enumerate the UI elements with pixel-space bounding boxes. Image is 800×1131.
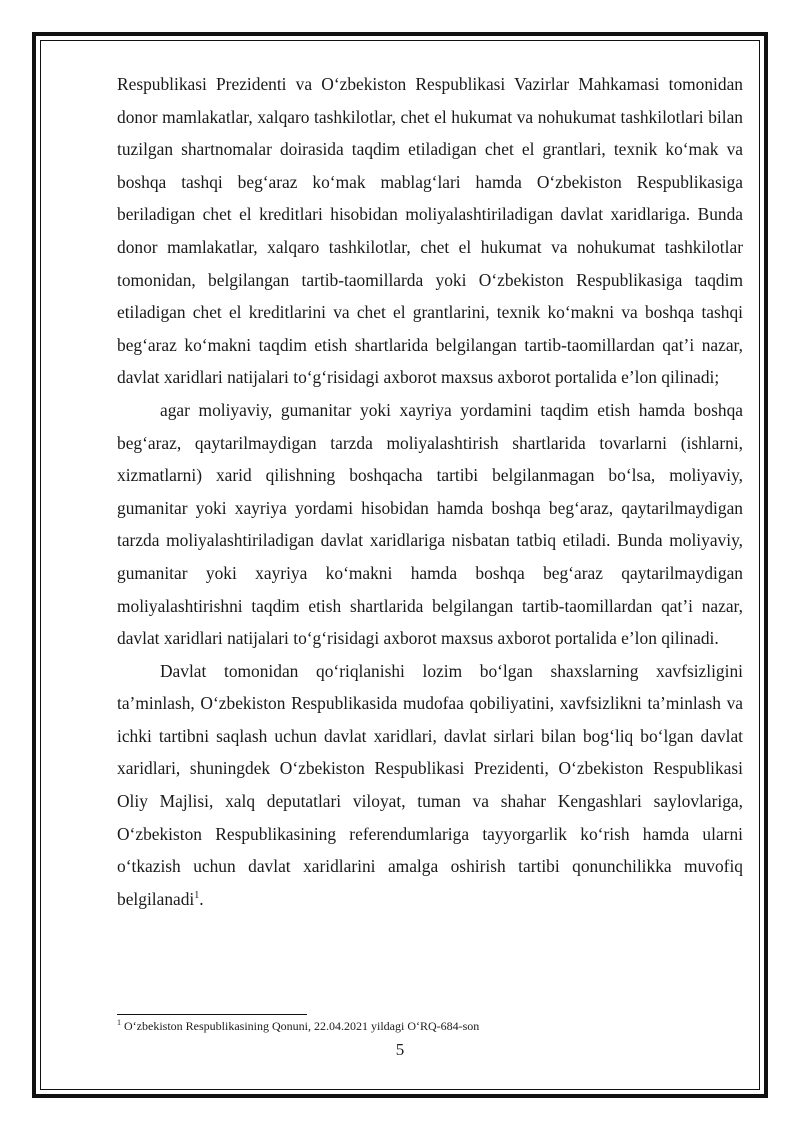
document-body bbox=[117, 68, 743, 915]
footnote-marker: 1 bbox=[117, 1018, 121, 1027]
paragraph-1: Respublikasi Prezidenti va O‘zbekiston Respublikasi Vazirlar Mahkamasi tomonidan donor mamlakatlar, xalqaro tashkilotlar, chet el hukumat va nohukumat tashkilotlari bilan tuzilgan shartnomalar doirasida taqdim etiladigan chet el grantlari, texnik ko‘mak va boshqa tashqi beg‘araz ko‘mak mablag‘lari hamda O‘zbekiston Respublikasiga beriladigan chet el kreditlari hisobidan moliyalashtiriladigan davlat xaridlariga. Bunda donor mamlakatlar, xalqaro tashkilotlar, chet el hukumat va nohukumat tashkilotlar tomonidan, belgilangan tartib-taomillarda yoki O‘zbekiston Respublikasiga taqdim etiladigan chet el kreditlarini va chet el grantlarini, texnik ko‘makni va boshqa tashqi beg‘araz ko‘makni taqdim etish shartlarida belgilangan tartib-taomillardan qat’i nazar, davlat xaridlari natijalari to‘g‘risidagi axborot maxsus axborot portalida e’lon qilinadi; bbox=[117, 74, 743, 388]
paragraph-2: agar moliyaviy, gumanitar yoki xayriya yordamini taqdim etish hamda boshqa beg‘araz, qaytarilmaydigan tarzda moliyalashtirish shartlarida tovarlarni (ishlarni, xizmatlarni) xarid qilishning boshqacha tartibi belgilanmagan bo‘lsa, moliyaviy, gumanitar yoki xayriya yordami hisobidan hamda boshqa beg‘araz, qaytarilmaydigan tarzda moliyalashtiriladigan davlat xaridlariga nisbatan tatbiq etiladi. Bunda moliyaviy, gumanitar yoki xayriya ko‘makni hamda boshqa beg‘araz qaytarilmaydigan moliyalashtirishni taqdim etish shartlarida belgilangan tartib-taomillardan qat’i nazar, davlat xaridlari natijalari to‘g‘risidagi axborot maxsus axborot portalida e’lon qilinadi. bbox=[117, 399, 743, 649]
paragraph-3-end: . bbox=[199, 888, 204, 909]
footnote-text: O‘zbekiston Respublikasining Qonuni, 22.04.2021 yildagi O‘RQ-684-son bbox=[121, 1019, 480, 1033]
footnote-reference[interactable]: 1 bbox=[194, 890, 200, 902]
page-number: 5 bbox=[395, 1040, 405, 1059]
paragraph-3-text: Davlat tomonidan qo‘riqlanishi lozim bo‘lgan shaxslarning xavfsizligini ta’minlash, O‘zbekiston Respublikasida mudofaa qobiliyatini, xavfsizlikni ta’minlash va ichki tartibni saqlash uchun davlat xaridlari, davlat sirlari bilan bog‘liq bo‘lgan davlat xaridlari, shuningdek O‘zbekiston Respublikasi Prezidenti, O‘zbekiston Respublikasi Oliy Majlisi, xalq deputatlari viloyat, tuman va shahar Kengashlari saylovlariga, O‘zbekiston Respublikasining referendumlariga tayyorgarlik ko‘rish hamda ularni o‘tkazish uchun davlat xaridlarini amalga oshirish tartibi qonunchilikka muvofiq belgilanadi bbox=[117, 660, 743, 909]
footnote-separator bbox=[117, 1014, 307, 1015]
footnote bbox=[117, 1019, 743, 1033]
paragraph-3 bbox=[117, 655, 743, 916]
